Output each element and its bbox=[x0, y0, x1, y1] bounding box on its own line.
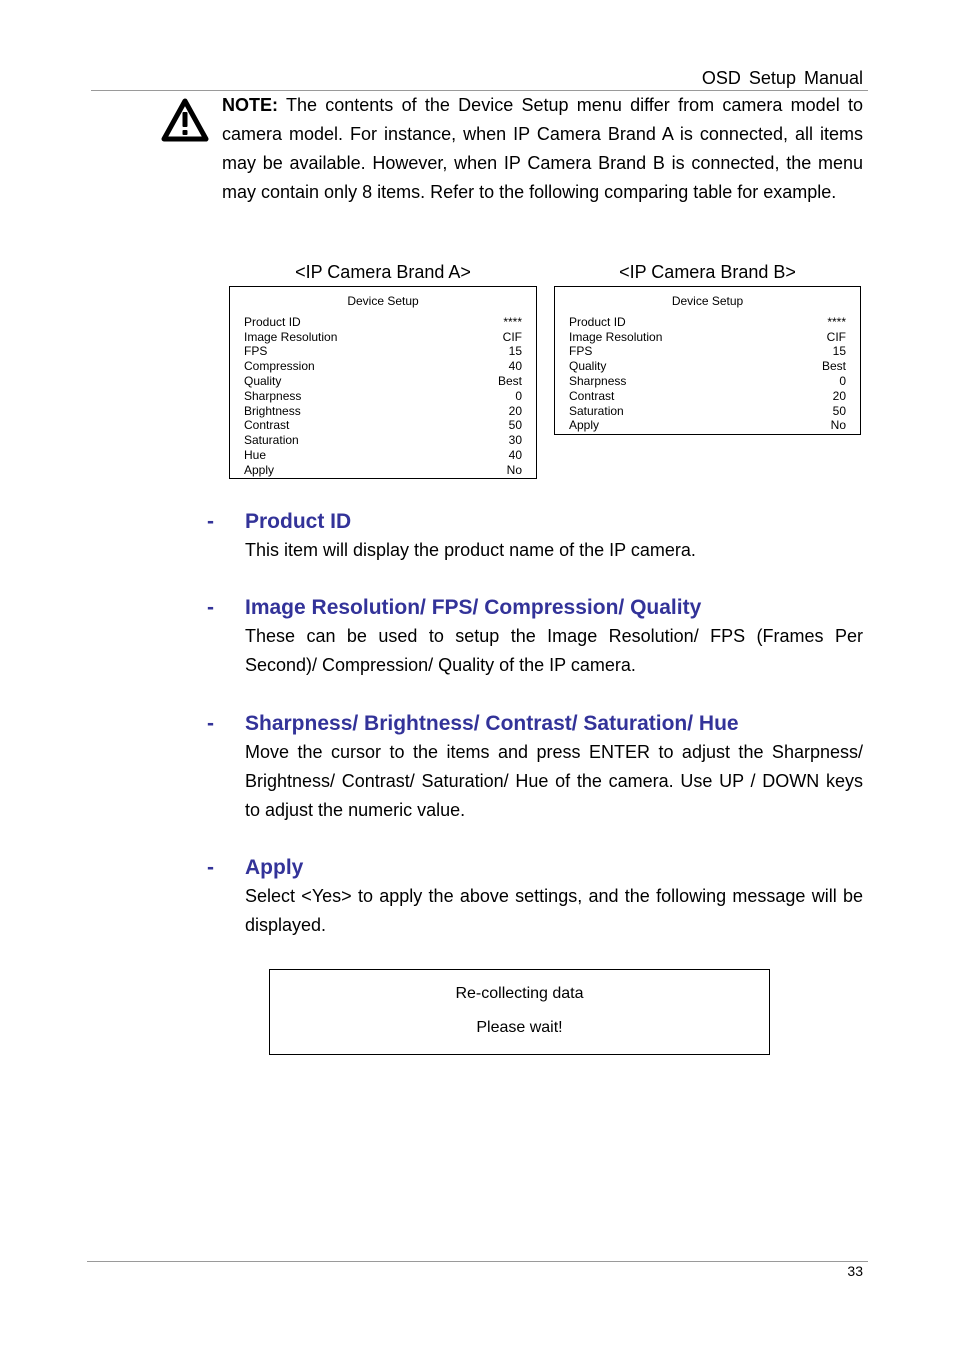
section-product-id bbox=[207, 508, 863, 565]
row-label: FPS bbox=[244, 344, 268, 359]
menu-row bbox=[244, 374, 522, 389]
section-heading: Product ID bbox=[245, 510, 352, 533]
section-heading: Sharpness/ Brightness/ Contrast/ Saturation/ Hue bbox=[245, 712, 739, 735]
row-label: Saturation bbox=[244, 433, 299, 448]
row-label: Hue bbox=[244, 447, 267, 462]
menu-row bbox=[244, 330, 522, 345]
section-body: Select <Yes> to apply the above settings, and the following message will be displayed. bbox=[245, 886, 863, 935]
row-value: Best bbox=[821, 359, 846, 374]
row-label: Product ID bbox=[569, 314, 626, 329]
row-label: Apply bbox=[244, 462, 275, 477]
menu-row bbox=[569, 389, 846, 404]
menu-row bbox=[244, 404, 522, 419]
row-label: Sharpness bbox=[244, 388, 302, 403]
section-apply bbox=[207, 854, 863, 940]
message-box bbox=[269, 969, 770, 1055]
row-value: 15 bbox=[508, 344, 522, 359]
row-label: Image Resolution bbox=[244, 329, 338, 344]
menu-title: Device Setup bbox=[671, 294, 744, 308]
row-value: 50 bbox=[832, 403, 846, 418]
bullet-dash: - bbox=[207, 856, 214, 879]
row-value: 0 bbox=[515, 388, 522, 403]
bullet-dash: - bbox=[207, 510, 214, 533]
row-value: 30 bbox=[508, 433, 522, 448]
row-value: 40 bbox=[508, 359, 522, 374]
row-value: 50 bbox=[508, 418, 522, 433]
menu-row bbox=[244, 418, 522, 433]
row-value: **** bbox=[503, 314, 522, 329]
row-value: 15 bbox=[832, 344, 846, 359]
row-value: 20 bbox=[508, 403, 522, 418]
row-label: Quality bbox=[569, 359, 607, 374]
row-value: No bbox=[506, 462, 522, 477]
menu-row bbox=[244, 344, 522, 359]
row-label: Image Resolution bbox=[569, 329, 663, 344]
menu-row bbox=[244, 448, 522, 463]
note-label: NOTE: bbox=[222, 95, 278, 115]
row-label: Sharpness bbox=[569, 373, 627, 388]
row-label: Saturation bbox=[569, 403, 624, 418]
bullet-dash: - bbox=[207, 712, 214, 735]
row-label: Product ID bbox=[244, 314, 301, 329]
row-value: CIF bbox=[502, 329, 522, 344]
note-paragraph bbox=[222, 91, 863, 207]
menu-title: Device Setup bbox=[347, 294, 419, 308]
note-text: The contents of the Device Setup menu differ from camera model to camera model. For instance, when IP Camera Brand A is connected, all items may be available. However, when IP Camera Brand B is connected, the menu may contain only 8 items. Refer to the following comparing table for example. bbox=[222, 95, 863, 202]
brand-b-device-setup-menu bbox=[554, 286, 861, 435]
row-value: **** bbox=[827, 314, 846, 329]
row-value: CIF bbox=[826, 329, 846, 344]
menu-row bbox=[569, 359, 846, 374]
row-label: FPS bbox=[569, 344, 593, 359]
brand-a-caption: <IP Camera Brand A> bbox=[295, 262, 471, 282]
row-label: Apply bbox=[569, 418, 600, 433]
row-value: 20 bbox=[832, 388, 846, 403]
message-line-2: Please wait! bbox=[476, 1019, 563, 1036]
menu-row bbox=[244, 389, 522, 404]
section-body: This item will display the product name of the IP camera. bbox=[245, 540, 696, 560]
row-label: Quality bbox=[244, 373, 282, 388]
row-label: Brightness bbox=[244, 403, 301, 418]
section-heading: Apply bbox=[245, 856, 304, 879]
menu-row bbox=[569, 315, 846, 330]
row-label: Contrast bbox=[569, 388, 615, 403]
row-value: 0 bbox=[839, 373, 846, 388]
menu-row bbox=[569, 330, 846, 345]
row-value: 40 bbox=[508, 447, 522, 462]
section-body: These can be used to setup the Image Resolution/ FPS (Frames Per Second)/ Compression/ Quality of the IP camera. bbox=[245, 626, 863, 675]
menu-row bbox=[569, 418, 846, 433]
row-label: Contrast bbox=[244, 418, 290, 433]
section-sharpness bbox=[207, 710, 863, 825]
row-value: No bbox=[830, 418, 846, 433]
message-line-1: Re-collecting data bbox=[455, 985, 584, 1002]
section-body: Move the cursor to the items and press ENTER to adjust the Sharpness/ Brightness/ Contrast/ Saturation/ Hue of the camera. Use UP / DOWN keys to adjust the numeric value. bbox=[245, 742, 863, 820]
row-value: Best bbox=[497, 373, 522, 388]
section-image-resolution bbox=[207, 594, 863, 680]
menu-row bbox=[244, 433, 522, 448]
menu-row bbox=[569, 404, 846, 419]
brand-b-caption: <IP Camera Brand B> bbox=[619, 262, 796, 282]
menu-row bbox=[244, 463, 522, 478]
header-title: OSD Setup Manual bbox=[701, 68, 863, 88]
menu-row bbox=[569, 344, 846, 359]
page-number: 33 bbox=[847, 1263, 863, 1279]
warning-icon bbox=[161, 98, 209, 142]
bullet-dash: - bbox=[207, 596, 214, 619]
brand-a-device-setup-menu bbox=[229, 286, 537, 479]
section-heading: Image Resolution/ FPS/ Compression/ Quality bbox=[245, 596, 702, 619]
menu-row bbox=[244, 359, 522, 374]
footer-rule bbox=[87, 1261, 868, 1262]
menu-row bbox=[244, 315, 522, 330]
menu-row bbox=[569, 374, 846, 389]
row-label: Compression bbox=[244, 359, 315, 374]
